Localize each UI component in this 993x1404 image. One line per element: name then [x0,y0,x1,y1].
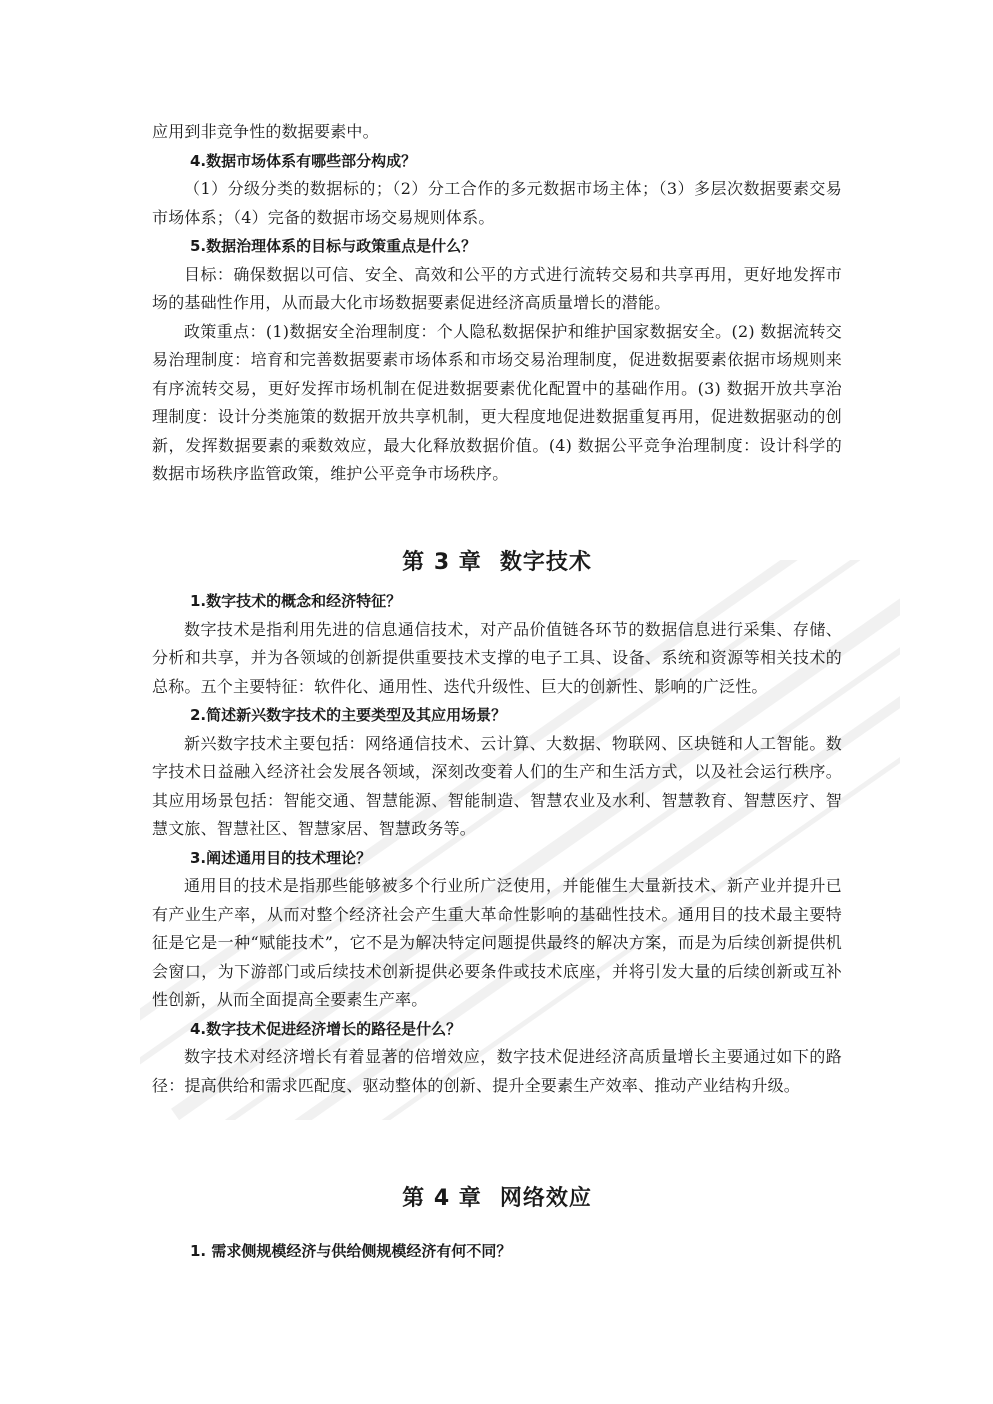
question-5-data-governance: 5.数据治理体系的目标与政策重点是什么？ [190,237,477,255]
ch3-question-2: 2.简述新兴数字技术的主要类型及其应用场景？ [190,706,507,724]
chapter-4-label: 第 4 章 [402,1186,482,1211]
chapter-3-label: 第 3 章 [402,550,482,575]
answer-5-policy: 政策重点：(1)数据安全治理制度：个人隐私数据保护和维护国家数据安全。(2) 数据流转交易治理制度：培育和完善数据要素市场体系和市场交易治理制度，促进数据要素依据市场规则来有序流转交易，更好发挥市场机制在促进数据要素优化配置中的基础作用。(3) 数据开放共享治理制度：设计分类施策的数据开放共享机制，更大程度地促进数据重复再用，促进数据驱动的创新，发挥数据要素的乘数效应，最大化释放数据价值。(4) 数据公平竞争治理制度：设计科学的数据市场秩序监管政策，维护公平竞争市场秩序。 [152,321,842,483]
chapter-4-title: 网络效应 [499,1186,592,1211]
ch3-answer-3: 通用目的技术是指那些能够被多个行业所广泛使用，并能催生大量新技术、新产业并提升已有产业生产率，从而对整个经济社会产生重大革命性影响的基础性技术。通用目的技术最主要特征是它是一种“赋能技术”，它不是为解决特定问题提供最终的解决方案，而是为后续创新提供机会窗口，为下游部门或后续技术创新提供必要条件或技术底座，并将引发大量的后续创新或互补性创新，从而全面提高全要素生产率。 [152,876,842,1009]
ch3-answer-1: 数字技术是指利用先进的信息通信技术，对产品价值链各环节的数据信息进行采集、存储、分析和共享，并为各领域的创新提供重要技术支撑的电子工具、设备、系统和资源等相关技术的总称。五个主要特征：软件化、通用性、迭代升级性、巨大的创新性、影响的广泛性。 [152,619,842,696]
chapter-3-section [152,587,842,1100]
ch3-answer-4: 数字技术对经济增长有着显著的倍增效应，数字技术促进经济高质量增长主要通过如下的路径：提高供给和需求匹配度、驱动整体的创新、提升全要素生产效率、推动产业结构升级。 [152,1047,842,1095]
answer-5-goal: 目标：确保数据以可信、安全、高效和公平的方式进行流转交易和共享再用，更好地发挥市场的基础性作用，从而最大化市场数据要素促进经济高质量增长的潜能。 [152,264,842,312]
top-section [152,118,842,489]
chapter-4-heading [152,1181,842,1212]
chapter-4-section [152,1237,842,1266]
question-4-data-market: 4.数据市场体系有哪些部分构成？ [190,151,417,170]
ch3-answer-2: 新兴数字技术主要包括：网络通信技术、云计算、大数据、物联网、区块链和人工智能。数字技术日益融入经济社会发展各领域，深刻改变着人们的生产和生活方式，以及社会运行秩序。其应用场景包括：智能交通、智慧能源、智能制造、智慧农业及水利、智慧教育、智慧医疗、智慧文旅、智慧社区、智慧家居、智慧政务等。 [152,733,842,838]
answer-4-data-market: （1）分级分类的数据标的；（2）分工合作的多元数据市场主体；（3）多层次数据要素交易市场体系；（4）完备的数据市场交易规则体系。 [152,179,842,227]
continuation-line: 应用到非竞争性的数据要素中。 [152,122,379,141]
ch4-question-1: 1. 需求侧规模经济与供给侧规模经济有何不同？ [190,1242,512,1260]
chapter-3-title: 数字技术 [499,550,592,575]
chapter-3-heading [152,545,842,576]
ch3-question-1: 1.数字技术的概念和经济特征？ [190,592,402,610]
ch3-question-3: 3.阐述通用目的技术理论？ [190,848,372,867]
ch3-question-4: 4.数字技术促进经济增长的路径是什么？ [190,1019,462,1038]
